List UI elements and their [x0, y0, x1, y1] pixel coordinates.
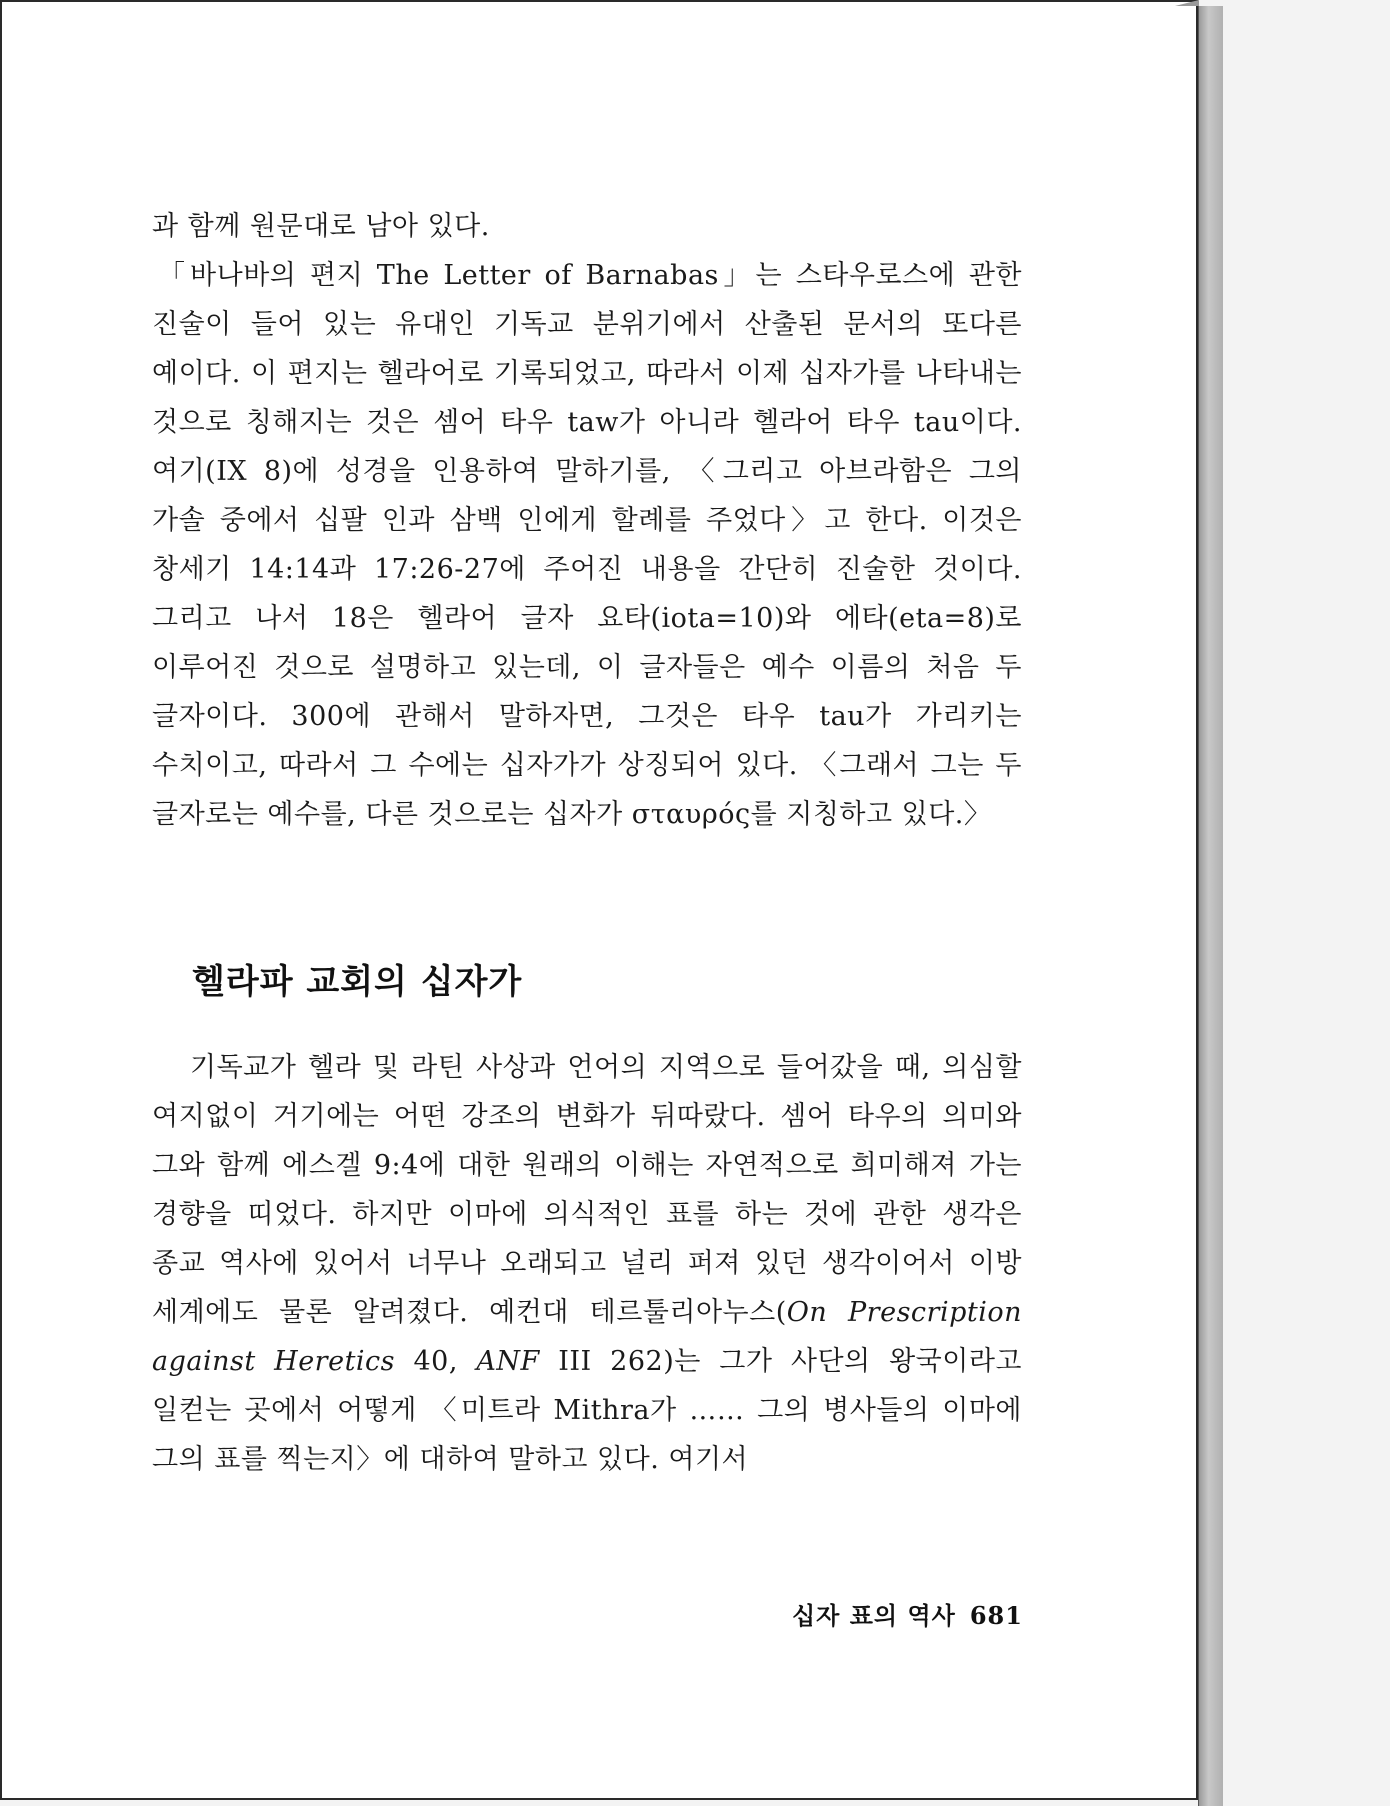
- paragraph-hellenistic-church: [152, 1043, 1022, 1484]
- page-body: [152, 202, 1022, 1484]
- paragraph-ref-1: 40,: [395, 1346, 477, 1377]
- continuation-line: 과 함께 원문대로 남아 있다.: [152, 211, 490, 242]
- book-title-italic: On Prescription against Heretics: [152, 1297, 1023, 1377]
- paragraph-text-part-2: III 262)는 그가 사단의 왕국이라고 일컫는 곳에서 어떻게 〈미트라 Mithra가 …… 그의 병사들의 이마에 그의 표를 찍는지〉에 대하여 말하고 있다. 여기서: [152, 1346, 1023, 1475]
- footer-title: 십자 표의 역사: [792, 1602, 956, 1630]
- section-heading: 헬라파 교회의 십자가: [192, 962, 523, 1002]
- page-number: 681: [969, 1601, 1023, 1630]
- paragraph-barnabas: 「바나바의 편지 The Letter of Barnabas」는 스타우로스에 관한 진술이 들어 있는 유대인 기독교 분위기에서 산출된 문서의 또다른 예이다. 이 편지는 헬라어로 기록되었고, 따라서 이제 십자가를 나타내는 것으로 칭해지는 것은 셈어 타우 taw가 아니라 헬라어 타우 tau이다. 여기(IX 8)에 성경을 인용하여 말하기를, 〈그리고 아브라함은 그의 가솔 중에서 십팔 인과 삼백 인에게 할례를 주었다〉고 한다. 이것은 창세기 14:14과 17:26-27에 주어진 내용을 간단히 진술한 것이다. 그리고 나서 18은 헬라어 글자 요타(iota=10)와 에타(eta=8)로 이루어진 것으로 설명하고 있는데, 이 글자들은 예수 이름의 처음 두 글자이다. 300에 관해서 말하자면, 그것은 타우 tau가 가리키는 수치이고, 따라서 그 수에는 십자가가 상징되어 있다. 〈그래서 그는 두 글자로는 예수를, 다른 것으로는 십자가 σταυρός를 지칭하고 있다.〉: [152, 260, 1022, 830]
- anf-abbreviation: ANF: [476, 1346, 540, 1377]
- page-stack-edge: [1198, 6, 1223, 1806]
- running-footer: [792, 1596, 1023, 1631]
- paragraph-text-part-1: 기독교가 헬라 및 라틴 사상과 언어의 지역으로 들어갔을 때, 의심할 여지없이 거기에는 어떤 강조의 변화가 뒤따랐다. 셈어 타우의 의미와 그와 함께 에스겔 9:4에 대한 원래의 이해는 자연적으로 희미해져 가는 경향을 띠었다. 하지만 이마에 의식적인 표를 하는 것에 관한 생각은 종교 역사에 있어서 너무나 오래되고 널리 퍼져 있던 생각이어서 이방 세계에도 물론 알려졌다. 예컨대 테르툴리아누스(: [152, 1052, 1022, 1328]
